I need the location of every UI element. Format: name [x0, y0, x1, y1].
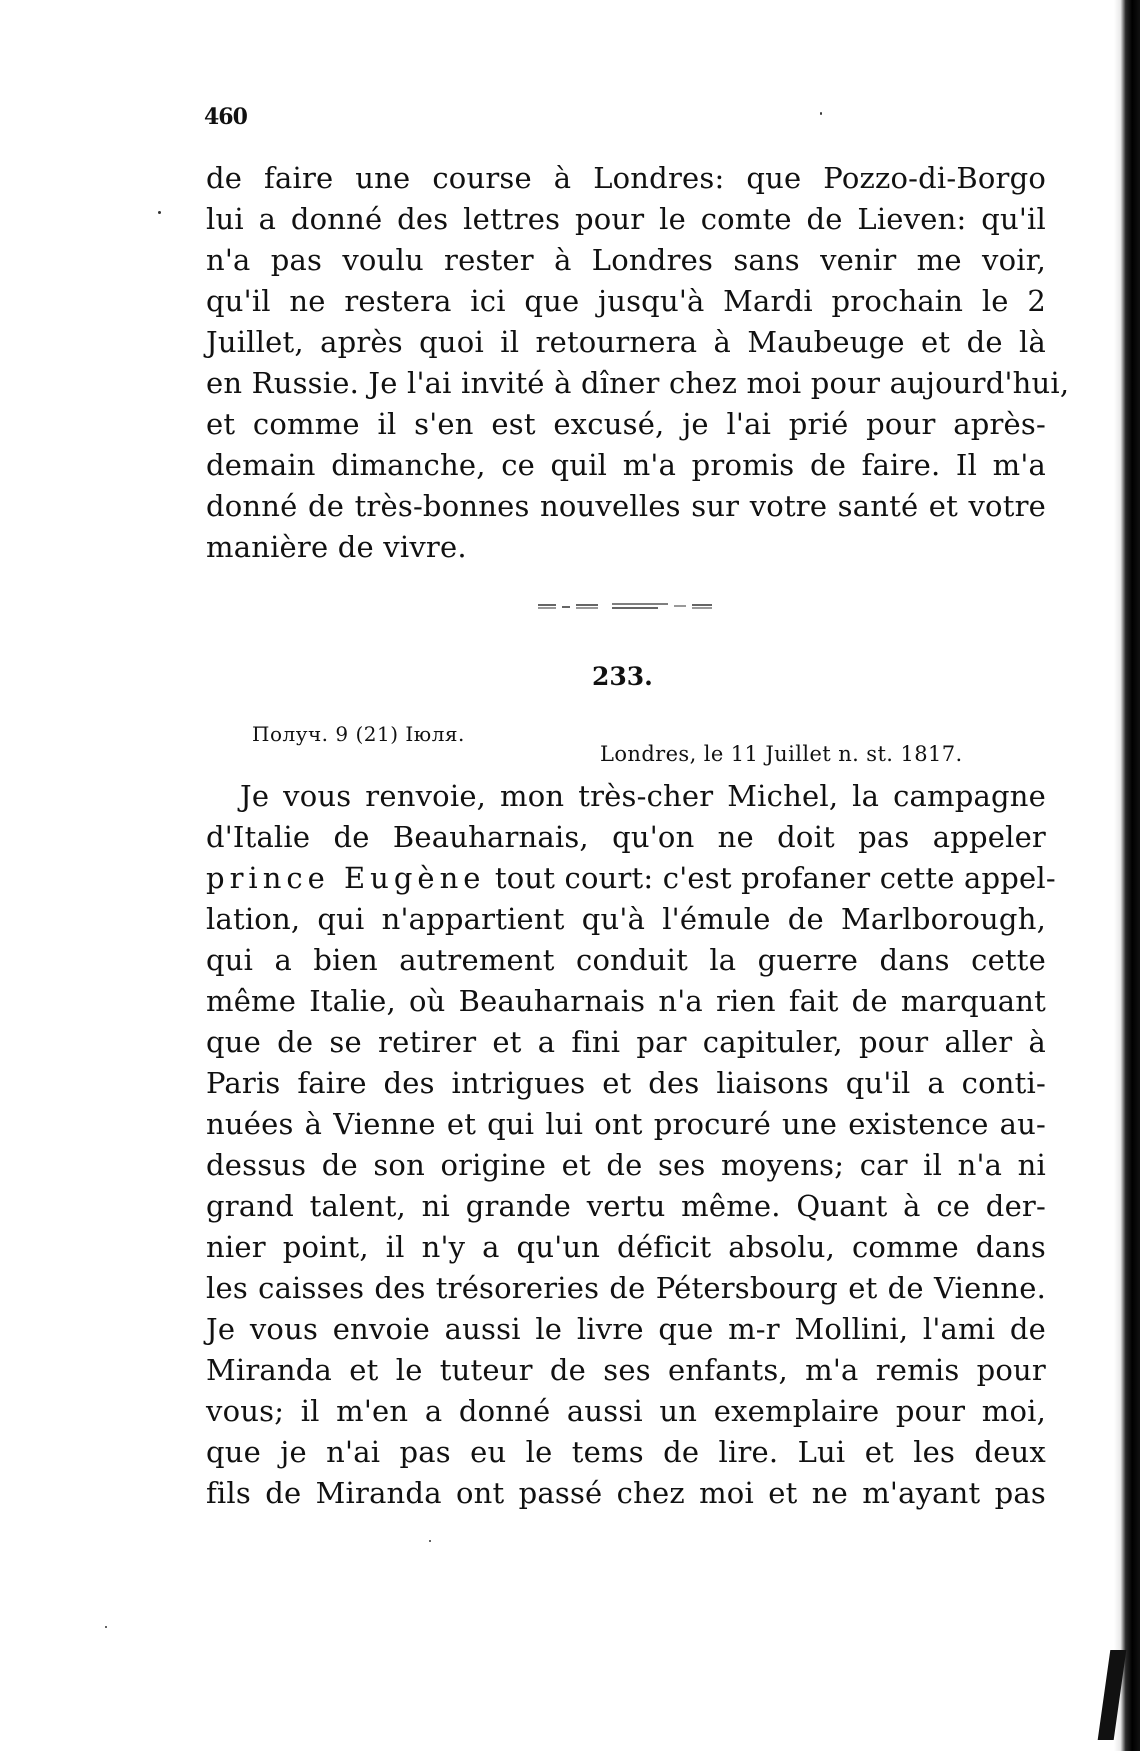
text-line: fils de Miranda ont passé chez moi et ne m'ayant pas: [206, 1476, 1046, 1510]
text-line: donné de très-bonnes nouvelles sur votre santé et votre: [206, 489, 1046, 523]
text-line: d'Italie de Beauharnais, qu'on ne doit pas appeler: [206, 820, 1046, 854]
text-line: vous; il m'en a donné aussi un exemplaire pour moi,: [206, 1394, 1046, 1428]
text-line: lui a donné des lettres pour le comte de Lieven: qu'il: [206, 202, 1046, 236]
text-line: grand talent, ni grande vertu même. Quant à ce der-: [206, 1189, 1046, 1223]
text-line: en Russie. Je l'ai invité à dîner chez moi pour aujourd'hui,: [206, 366, 1070, 400]
text-line: n'a pas voulu rester à Londres sans venir me voir,: [206, 243, 1046, 277]
text-line: les caisses des trésoreries de Pétersbourg et de Vienne.: [206, 1271, 1046, 1305]
page-number: 460: [204, 104, 247, 130]
text-line: Paris faire des intrigues et des liaisons qu'il a conti-: [206, 1066, 1046, 1100]
place-and-date: Londres, le 11 Juillet n. st. 1817.: [600, 742, 963, 766]
text-line: Juillet, après quoi il retournera à Maubeuge et de là: [206, 325, 1046, 359]
paragraph-continued: [206, 158, 1070, 568]
receipt-note: Получ. 9 (21) Іюля.: [252, 722, 465, 746]
text-line: demain dimanche, ce quil m'a promis de faire. Il m'a: [206, 448, 1046, 482]
section-divider: [536, 601, 714, 611]
text-line: Je vous renvoie, mon très-cher Michel, la campagne: [240, 779, 1046, 813]
scan-speck: [429, 1540, 431, 1542]
text-line: qu'il ne restera ici que jusqu'à Mardi prochain le 2: [206, 284, 1046, 318]
scan-speck: [820, 112, 822, 115]
text-line: nier point, il n'y a qu'un déficit absolu, comme dans: [206, 1230, 1046, 1264]
text-line: et comme il s'en est excusé, je l'ai prié pour après-: [206, 407, 1046, 441]
text-line: nuées à Vienne et qui lui ont procuré une existence au-: [206, 1107, 1046, 1141]
text-line: [206, 858, 1056, 899]
text-line: Miranda et le tuteur de ses enfants, m'a remis pour: [206, 1353, 1046, 1387]
spaced-emphasis: prince Eugène: [206, 861, 486, 895]
letter-number: 233.: [592, 662, 653, 691]
text-segment: tout court: c'est profaner cette appel-: [485, 861, 1056, 895]
letter-body: [206, 776, 1056, 1514]
binding-edge: [1114, 0, 1140, 1751]
text-line: que je n'ai pas eu le tems de lire. Lui et les deux: [206, 1435, 1046, 1469]
text-line: que de se retirer et a fini par capituler, pour aller à: [206, 1025, 1046, 1059]
text-line: qui a bien autrement conduit la guerre dans cette: [206, 943, 1046, 977]
text-line: lation, qui n'appartient qu'à l'émule de Marlborough,: [206, 902, 1046, 936]
text-line: même Italie, où Beauharnais n'a rien fait de marquant: [206, 984, 1046, 1018]
scan-speck: [105, 1626, 107, 1628]
text-line: dessus de son origine et de ses moyens; car il n'a ni: [206, 1148, 1046, 1182]
text-line: de faire une course à Londres: que Pozzo-di-Borgo: [206, 161, 1046, 195]
text-line: manière de vivre.: [206, 530, 467, 564]
scan-speck: [158, 211, 161, 214]
text-line: Je vous envoie aussi le livre que m-r Mollini, l'ami de: [206, 1312, 1046, 1346]
